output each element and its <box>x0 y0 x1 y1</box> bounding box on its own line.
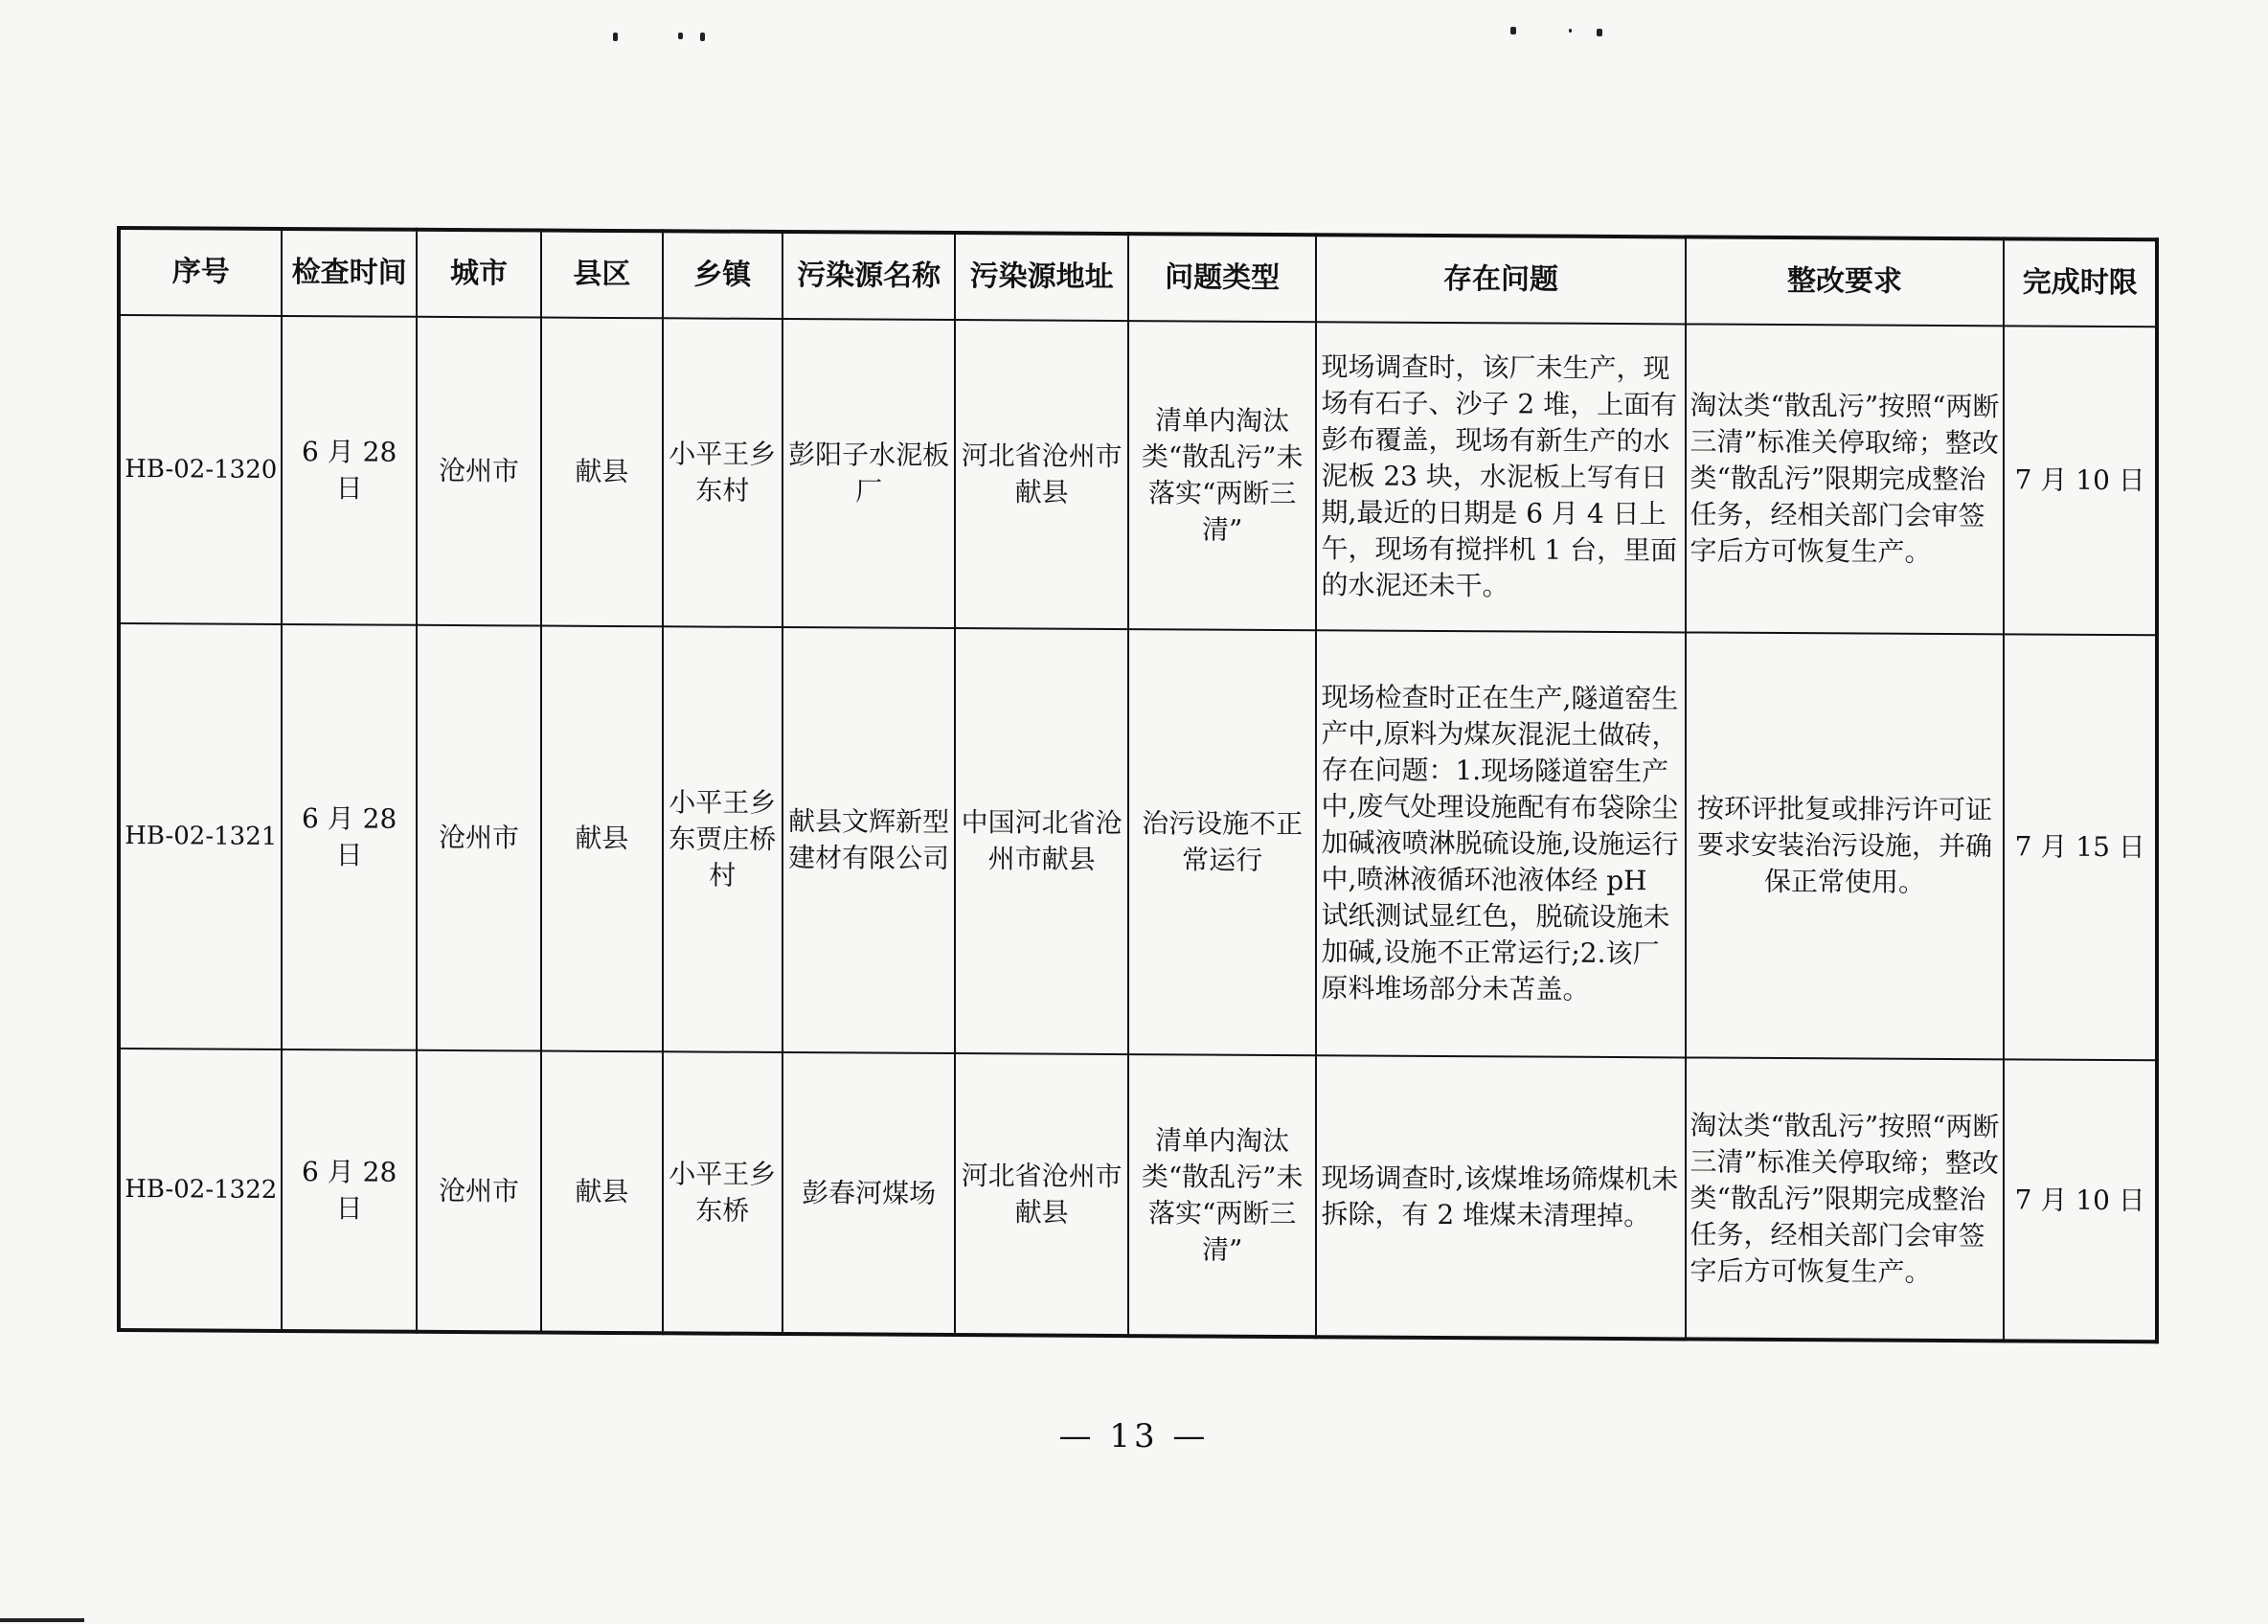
header-check-time: 检查时间 <box>282 229 416 317</box>
cell-issue-type: 清单内淘汰类“散乱污”未落实“两断三清” <box>1128 1054 1317 1337</box>
table-row <box>119 1049 2157 1342</box>
header-source-name: 污染源名称 <box>782 232 956 320</box>
header-town: 乡镇 <box>663 231 782 319</box>
cell-problems: 现场检查时正在生产,隧道窑生产中,原料为煤灰混泥土做砖，存在问题：1.现场隧道窑生产中,废气处理设施配有布袋除尘加碱液喷淋脱硫设施,设施运行中,喷淋液循环池液体经 pH 试纸测试显红色，脱硫设施未加碱,设施不正常运行;2.该厂原料堆场部分未苫盖。 <box>1316 630 1685 1057</box>
scan-speck <box>700 33 705 41</box>
cell-town: 小平王乡东村 <box>663 318 782 627</box>
inspection-table <box>117 226 2159 1343</box>
cell-seq: HB-02-1320 <box>119 315 282 624</box>
page-number: — 13 — <box>1058 1417 1210 1455</box>
inspection-table-wrapper <box>117 226 2159 1337</box>
scan-speck <box>678 33 683 39</box>
header-issue-type: 问题类型 <box>1128 234 1317 322</box>
cell-check-time: 6 月 28 日 <box>282 1049 416 1332</box>
cell-source-name: 彭阳子水泥板厂 <box>782 319 956 628</box>
cell-town: 小平王乡东桥 <box>663 1051 782 1334</box>
header-seq: 序号 <box>119 228 282 316</box>
header-requirements: 整改要求 <box>1686 237 2005 326</box>
header-problems: 存在问题 <box>1316 235 1685 324</box>
cell-problems: 现场调查时，该厂未生产，现场有石子、沙子 2 堆，上面有彭布覆盖，现场有新生产的水泥板 23 块，水泥板上写有日期,最近的日期是 6 月 4 日上午，现场有搅拌机 1 台，里面的水泥还未干。 <box>1316 322 1685 632</box>
header-city: 城市 <box>417 230 541 318</box>
cell-issue-type: 清单内淘汰类“散乱污”未落实“两断三清” <box>1128 321 1317 630</box>
cell-source-address: 中国河北省沧州市献县 <box>955 628 1128 1054</box>
scan-speck <box>1510 27 1516 34</box>
cell-source-name: 彭春河煤场 <box>782 1052 956 1335</box>
cell-town: 小平王乡东贾庄桥村 <box>663 626 782 1052</box>
scan-speck <box>1597 29 1602 36</box>
cell-requirements: 淘汰类“散乱污”按照“两断三清”标准关停取缔；整改类“散乱污”限期完成整治任务，经相关部门会审签字后方可恢复生产。 <box>1686 324 2005 634</box>
cell-deadline: 7 月 10 日 <box>2004 326 2157 635</box>
table-row <box>119 315 2157 635</box>
cell-source-address: 河北省沧州市献县 <box>955 1053 1128 1336</box>
scan-edge <box>0 1618 84 1622</box>
header-source-address: 污染源地址 <box>955 233 1128 321</box>
cell-source-name: 献县文辉新型建材有限公司 <box>782 627 956 1053</box>
cell-check-time: 6 月 28 日 <box>282 316 416 625</box>
table-row <box>119 623 2157 1060</box>
cell-requirements: 按环评批复或排污许可证要求安装治污设施，并确保正常使用。 <box>1686 632 2005 1059</box>
cell-issue-type: 治污设施不正常运行 <box>1128 629 1317 1055</box>
cell-seq: HB-02-1322 <box>119 1049 282 1331</box>
cell-requirements: 淘汰类“散乱污”按照“两断三清”标准关停取缔；整改类“散乱污”限期完成整治任务，经相关部门会审签字后方可恢复生产。 <box>1686 1057 2005 1341</box>
cell-check-time: 6 月 28 日 <box>282 624 416 1050</box>
header-deadline: 完成时限 <box>2004 238 2157 327</box>
cell-city: 沧州市 <box>417 317 541 626</box>
cell-city: 沧州市 <box>417 625 541 1051</box>
header-county: 县区 <box>541 231 662 319</box>
cell-county: 献县 <box>541 318 662 627</box>
cell-seq: HB-02-1321 <box>119 623 282 1049</box>
cell-deadline: 7 月 15 日 <box>2004 634 2157 1060</box>
cell-problems: 现场调查时,该煤堆场筛煤机未拆除，有 2 堆煤未清理掉。 <box>1316 1055 1685 1339</box>
cell-city: 沧州市 <box>417 1050 541 1333</box>
cell-deadline: 7 月 10 日 <box>2004 1059 2157 1342</box>
table-header-row <box>119 228 2157 327</box>
cell-county: 献县 <box>541 626 662 1052</box>
cell-source-address: 河北省沧州市献县 <box>955 320 1128 629</box>
cell-county: 献县 <box>541 1051 662 1334</box>
scan-speck <box>1569 29 1572 33</box>
scan-speck <box>613 33 618 41</box>
